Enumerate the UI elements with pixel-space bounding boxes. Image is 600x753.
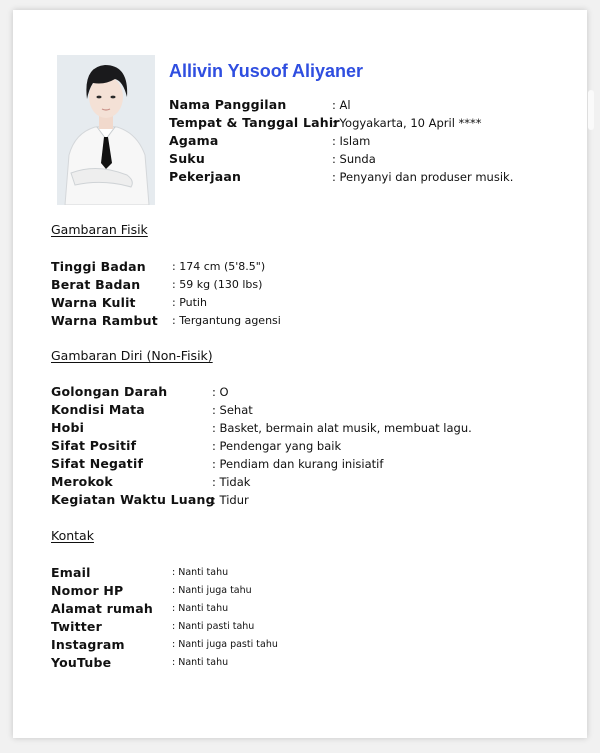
physical-value: : 59 kg (130 lbs) [172,278,263,291]
physical-label: Warna Kulit [51,295,136,310]
contact-label: Email [51,565,91,580]
profile-name: Allivin Yusoof Aliyaner [169,61,364,81]
identity-value: : Sunda [332,152,376,166]
contact-value: : Nanti tahu [172,603,229,614]
contact-value: : Nanti pasti tahu [172,621,255,632]
identity-label: Nama Panggilan [169,97,287,112]
identity-label: Agama [169,133,219,148]
section-heading-contact: Kontak [51,528,94,543]
nonphysical-label: Sifat Negatif [51,456,144,471]
contact-value: : Nanti juga tahu [172,585,252,596]
profile-photo [57,55,155,205]
identity-label: Suku [169,151,205,166]
page-edge-highlight [588,90,594,130]
section-heading-physical: Gambaran Fisik [51,222,148,237]
identity-label: Pekerjaan [169,169,242,184]
contact-value: : Nanti tahu [172,567,229,578]
contact-label: YouTube [51,655,112,670]
nonphysical-label: Hobi [51,420,85,435]
nonphysical-value: : Tidur [212,493,249,507]
physical-value: : 174 cm (5'8.5") [172,260,266,273]
identity-value: : Islam [332,134,371,148]
physical-value: : Putih [172,296,207,309]
person-photo-icon [57,55,155,205]
section-heading-nonphysical: Gambaran Diri (Non-Fisik) [51,348,213,363]
identity-value: : Yogyakarta, 10 April **** [332,116,482,130]
contact-label: Instagram [51,637,125,652]
physical-label: Warna Rambut [51,313,158,328]
nonphysical-label: Kondisi Mata [51,402,145,417]
identity-value: : Penyanyi dan produser musik. [332,170,514,184]
nonphysical-value: : Tidak [212,475,251,489]
nonphysical-value: : Pendiam dan kurang inisiatif [212,457,384,471]
nonphysical-value: : O [212,385,229,399]
nonphysical-value: : Pendengar yang baik [212,439,342,453]
physical-label: Berat Badan [51,277,141,292]
physical-value: : Tergantung agensi [172,314,281,327]
contact-label: Twitter [51,619,102,634]
identity-value: : Al [332,98,351,112]
nonphysical-value: : Basket, bermain alat musik, membuat lagu. [212,421,472,435]
contact-label: Nomor HP [51,583,124,598]
identity-label: Tempat & Tanggal Lahir [169,115,340,130]
nonphysical-label: Kegiatan Waktu Luang [51,492,215,507]
nonphysical-value: : Sehat [212,403,253,417]
contact-label: Alamat rumah [51,601,154,616]
nonphysical-label: Golongan Darah [51,384,168,399]
physical-label: Tinggi Badan [51,259,146,274]
contact-value: : Nanti tahu [172,657,229,668]
contact-value: : Nanti juga pasti tahu [172,639,278,650]
nonphysical-label: Merokok [51,474,113,489]
nonphysical-label: Sifat Positif [51,438,137,453]
